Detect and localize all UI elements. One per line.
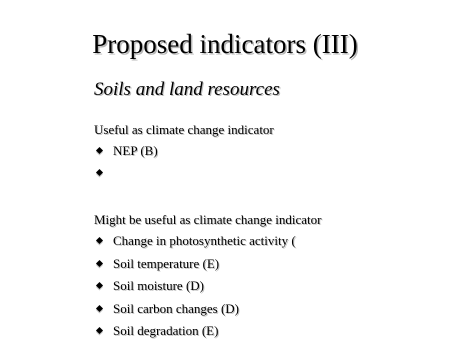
diamond-bullet-icon bbox=[96, 147, 103, 154]
diamond-bullet-icon bbox=[96, 237, 103, 244]
slide-subtitle: Soils and land resources bbox=[94, 79, 280, 100]
section-heading: Might be useful as climate change indicator bbox=[94, 212, 322, 227]
list-item bbox=[94, 278, 321, 294]
list-item bbox=[94, 323, 321, 339]
bullet-list bbox=[94, 143, 274, 159]
list-item-text: Soil carbon changes (D) bbox=[113, 300, 239, 316]
bullet-list bbox=[94, 233, 321, 339]
slide-title: Proposed indicators (III) bbox=[92, 29, 358, 59]
list-item bbox=[94, 233, 321, 249]
diamond-bullet-icon bbox=[96, 259, 103, 266]
diamond-bullet-icon bbox=[96, 327, 103, 334]
list-item bbox=[94, 301, 321, 317]
list-item-text: Soil degradation (E) bbox=[113, 323, 219, 338]
list-item-text: NEP (B) bbox=[113, 143, 158, 158]
diamond-bullet-icon bbox=[96, 304, 103, 311]
section-heading: Useful as climate change indicator bbox=[94, 122, 274, 137]
diamond-bullet-icon bbox=[96, 169, 103, 176]
list-item-text: Soil temperature (E) bbox=[113, 255, 220, 271]
list-item bbox=[94, 143, 274, 159]
list-item-text: Soil moisture (D) bbox=[113, 278, 204, 293]
list-item bbox=[94, 256, 321, 272]
list-item-text: Change in photosynthetic activity ( bbox=[113, 233, 296, 248]
useful-indicators-section bbox=[94, 122, 274, 165]
might-be-useful-indicators-section bbox=[94, 212, 321, 346]
diamond-bullet-icon bbox=[96, 282, 103, 289]
